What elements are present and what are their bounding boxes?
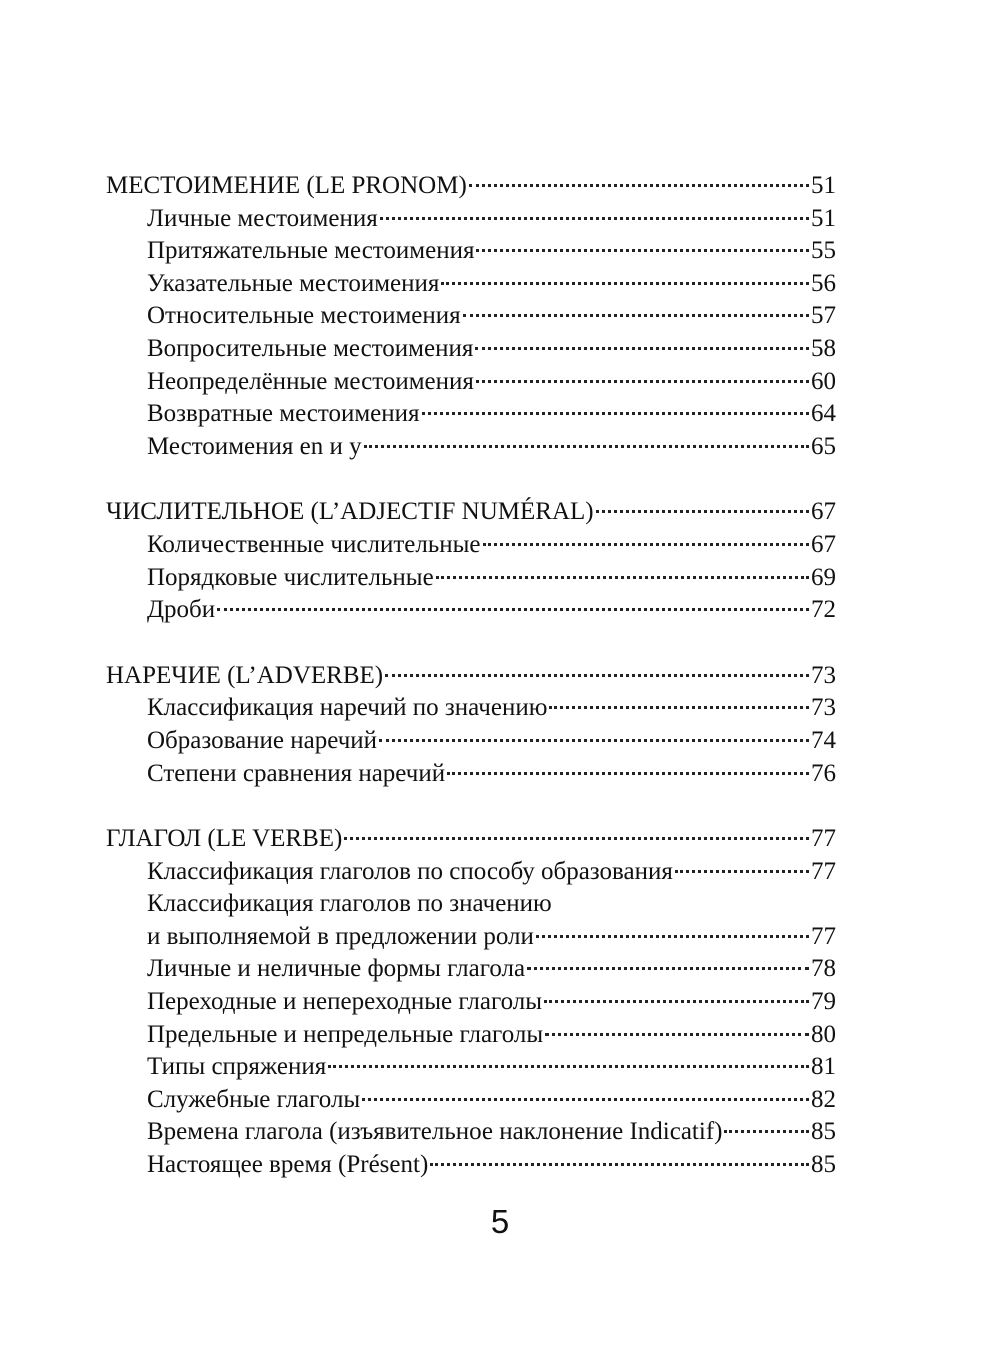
- toc-page-number: 57: [811, 302, 836, 330]
- toc-page-number: 65: [811, 432, 836, 460]
- page-folio-number: 5: [490, 1203, 510, 1240]
- toc-entry: [106, 235, 836, 268]
- toc-page-number: 69: [811, 563, 836, 591]
- toc-entry-title: Возвратные местоимения: [147, 400, 420, 428]
- toc-entry-title: Степени сравнения наречий: [147, 759, 446, 787]
- dot-leader: [596, 510, 809, 513]
- toc-page-number: 67: [811, 498, 836, 526]
- dot-leader: [536, 935, 809, 938]
- toc-entry-title: Предельные и непредельные глаголы: [147, 1020, 544, 1048]
- toc-entry-title: Указательные местоимения: [147, 269, 440, 297]
- dot-leader: [328, 1065, 809, 1068]
- toc-entry-title: Притяжательные местоимения: [147, 237, 475, 265]
- toc-page-number: 77: [811, 825, 836, 853]
- dot-leader: [380, 217, 809, 220]
- toc-heading: [106, 823, 836, 856]
- toc-heading-title: НАРЕЧИЕ (L’ADVERBE): [106, 661, 384, 689]
- toc-section: [106, 496, 836, 626]
- toc-entry-title: Образование наречий: [147, 726, 378, 754]
- dot-leader: [344, 837, 809, 840]
- toc-page-number: 74: [811, 726, 836, 754]
- dot-leader: [447, 772, 809, 775]
- toc-entry: [106, 366, 836, 399]
- toc-page-number: 60: [811, 367, 836, 395]
- dot-leader: [475, 347, 809, 350]
- toc-entry: [106, 203, 836, 236]
- dot-leader: [217, 608, 809, 611]
- dot-leader: [549, 706, 809, 709]
- dot-leader: [483, 543, 810, 546]
- toc-entry-title: Настоящее время (Présent): [147, 1151, 429, 1179]
- dot-leader: [724, 1130, 809, 1133]
- toc-page-number: 85: [811, 1118, 836, 1146]
- toc-entry-title: Классификация глаголов по значению: [147, 890, 552, 918]
- toc-entry: [106, 529, 836, 562]
- dot-leader: [476, 380, 809, 383]
- toc-entry-title: Классификация глаголов по способу образования: [147, 857, 673, 885]
- toc-entry: [106, 1149, 836, 1182]
- toc-entry-title: Неопределённые местоимения: [147, 367, 474, 395]
- dot-leader: [476, 249, 809, 252]
- toc-heading-title: МЕСТОИМЕНИЕ (LE PRONOM): [106, 172, 467, 199]
- toc-entry-title: Личные местоимения: [147, 204, 378, 232]
- toc-entry: [106, 725, 836, 758]
- toc-page-number: 56: [811, 269, 836, 297]
- dot-leader: [469, 184, 809, 187]
- toc-page-number: 73: [811, 661, 836, 689]
- toc-entry: [106, 758, 836, 791]
- toc-heading: [106, 170, 836, 203]
- toc-page-number: 79: [811, 988, 836, 1016]
- toc-entry-title: Количественные числительные: [147, 530, 481, 558]
- toc-entry-title: Вопросительные местоимения: [147, 334, 474, 362]
- toc-entry-title: Типы спряжения: [147, 1053, 327, 1081]
- toc-entry-title: Служебные глаголы: [147, 1085, 361, 1113]
- dot-leader: [379, 739, 809, 742]
- toc-page-number: 85: [811, 1151, 836, 1179]
- toc-page-number: 55: [811, 237, 836, 265]
- toc-entry: [106, 1051, 836, 1084]
- toc-entry-title: Времена глагола (изъявительное наклонение Indicatif): [147, 1118, 723, 1146]
- toc-entry: [106, 594, 836, 627]
- toc-entry: [106, 1019, 836, 1052]
- toc-entry: [106, 986, 836, 1019]
- toc-entry: [106, 562, 836, 595]
- toc-entry: [106, 1116, 836, 1149]
- toc-entry: [106, 921, 836, 954]
- dot-leader: [675, 870, 809, 873]
- toc-entry-title: Относительные местоимения: [147, 302, 461, 330]
- toc-entry-title-continued: и выполняемой в предложении роли: [147, 922, 534, 950]
- toc-section: [106, 170, 836, 463]
- toc-entry-first-line: [106, 888, 836, 921]
- toc-heading-title: ГЛАГОЛ (LE VERBE): [106, 825, 343, 853]
- toc-entry-title: Классификация наречий по значению: [147, 694, 548, 722]
- toc-page-number: 80: [811, 1020, 836, 1048]
- dot-leader: [527, 967, 809, 970]
- toc-page-number: 78: [811, 955, 836, 983]
- toc-entry: [106, 692, 836, 725]
- toc-entry: [106, 953, 836, 986]
- toc-page-number: 51: [811, 204, 836, 232]
- toc-entry-title: Переходные и непереходные глаголы: [147, 988, 543, 1016]
- dot-leader: [436, 576, 809, 579]
- toc-entry: [106, 333, 836, 366]
- toc-page-number: 76: [811, 759, 836, 787]
- dot-leader: [422, 412, 809, 415]
- toc-page-number: 77: [811, 922, 836, 950]
- toc-page-number: 58: [811, 334, 836, 362]
- toc-page-number: 64: [811, 400, 836, 428]
- toc-entry-title: Местоимения en и y: [147, 432, 362, 460]
- toc-section: [106, 660, 836, 790]
- dot-leader: [364, 445, 809, 448]
- dot-leader: [463, 314, 809, 317]
- toc-entry-title: Порядковые числительные: [147, 563, 434, 591]
- toc-entry: [106, 856, 836, 889]
- dot-leader: [362, 1098, 809, 1101]
- dot-leader: [385, 674, 809, 677]
- toc-entry: [106, 1084, 836, 1117]
- toc-entry-title: Личные и неличные формы глагола: [147, 955, 526, 983]
- toc-page-number: 51: [811, 172, 836, 199]
- toc-heading-title: ЧИСЛИТЕЛЬНОЕ (L’ADJECTIF NUMÉRAL): [106, 498, 594, 526]
- dot-leader: [430, 1163, 809, 1166]
- toc-entry-title: Дроби: [147, 596, 216, 624]
- toc-heading: [106, 660, 836, 693]
- toc-heading: [106, 496, 836, 529]
- toc-entry: [106, 398, 836, 431]
- toc-page-number: 81: [811, 1053, 836, 1081]
- toc-page-number: 67: [811, 530, 836, 558]
- dot-leader: [544, 1000, 809, 1003]
- dot-leader: [441, 282, 809, 285]
- table-of-contents: [106, 170, 836, 1182]
- toc-entry: [106, 431, 836, 464]
- toc-section: [106, 823, 836, 1182]
- dot-leader: [545, 1033, 809, 1036]
- toc-entry: [106, 300, 836, 333]
- toc-page-number: 77: [811, 857, 836, 885]
- toc-page-number: 72: [811, 596, 836, 624]
- toc-page-number: 73: [811, 694, 836, 722]
- toc-entry: [106, 268, 836, 301]
- toc-page-number: 82: [811, 1085, 836, 1113]
